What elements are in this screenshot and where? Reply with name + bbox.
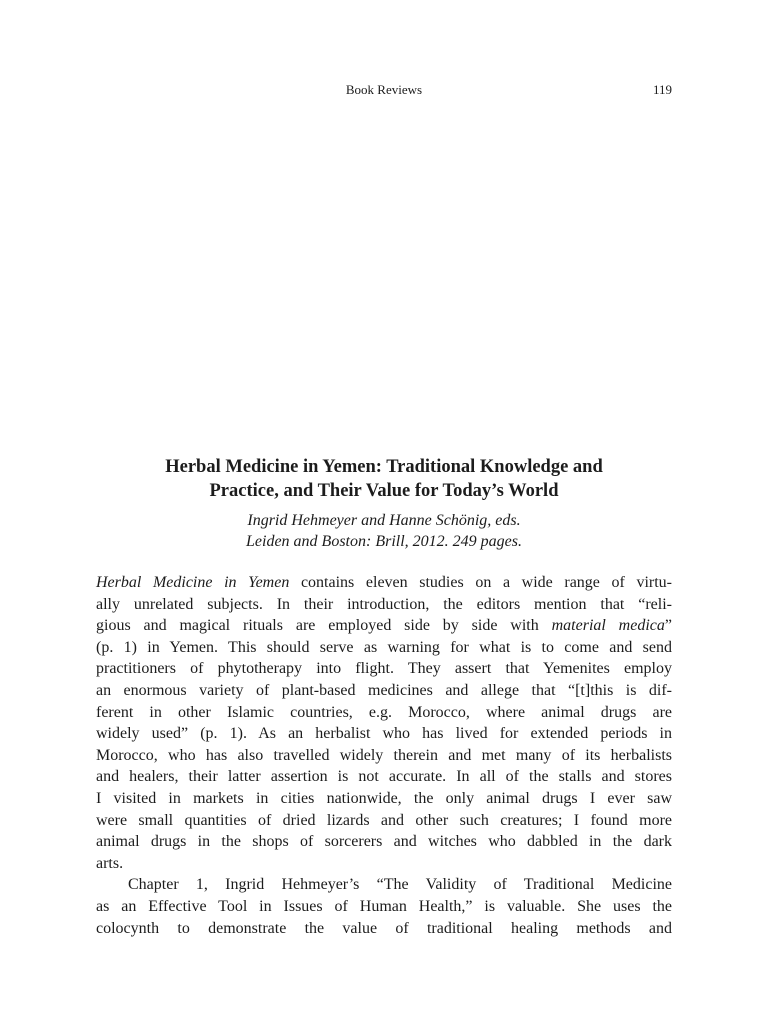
body-line [96,615,672,637]
body-text-span: contains eleven studies on a wide range of virtu- [289,574,673,591]
paragraph-1 [96,572,672,874]
running-head-section: Book Reviews [345,82,423,97]
review-title-line-2: Practice, and Their Value for Today’s World [209,481,559,501]
body-line: arts. [96,854,124,872]
running-head [96,82,672,100]
body-line: colocynth to demonstrate the value of traditional healing methods and [96,919,672,937]
review-title-line-1: Herbal Medicine in Yemen: Traditional Knowledge and [165,457,603,477]
body-line: practitioners of phytotherapy into flight. They assert that Yemenites employ [96,660,672,678]
body-line: ferent in other Islamic countries, e.g. Morocco, where animal drugs are [96,703,672,721]
body-line [96,572,672,594]
italic-term: material medica [551,617,665,635]
body-line: were small quantities of dried lizards and other such creatures; I found more [96,811,672,829]
body-line: Morocco, who has also travelled widely therein and met many of its herbalists [96,746,672,764]
body-line: I visited in markets in cities nationwide, the only animal drugs I ever saw [96,789,672,807]
publication-line: Leiden and Boston: Brill, 2012. 249 pages. [246,533,522,550]
body-line: animal drugs in the shops of sorcerers and witches who dabbled in the dark [96,833,672,851]
review-body [96,572,672,939]
body-line: ally unrelated subjects. In their introduction, the editors mention that “reli- [96,595,672,613]
book-title-italic: Herbal Medicine in Yemen [96,574,290,591]
body-line: and healers, their latter assertion is not accurate. In all of the stalls and stores [96,768,672,786]
body-line: (p. 1) in Yemen. This should serve as warning for what is to come and send [96,638,672,656]
page-number: 119 [652,82,672,97]
paragraph-2 [96,874,672,939]
body-line: as an Effective Tool in Issues of Human Health,” is valuable. She uses the [96,897,672,915]
body-line: an enormous variety of plant-based medicines and allege that “[t]this is dif- [96,681,672,699]
review-title [96,455,672,503]
body-line: Chapter 1, Ingrid Hehmeyer’s “The Validity of Traditional Medicine [128,876,672,894]
body-text-span: gious and magical rituals are employed side by side with [96,617,552,635]
editors-line: Ingrid Hehmeyer and Hanne Schönig, eds. [247,512,521,529]
body-text-span: ” [664,617,672,635]
review-byline [96,510,672,552]
body-line: widely used” (p. 1). As an herbalist who has lived for extended periods in [96,725,672,743]
